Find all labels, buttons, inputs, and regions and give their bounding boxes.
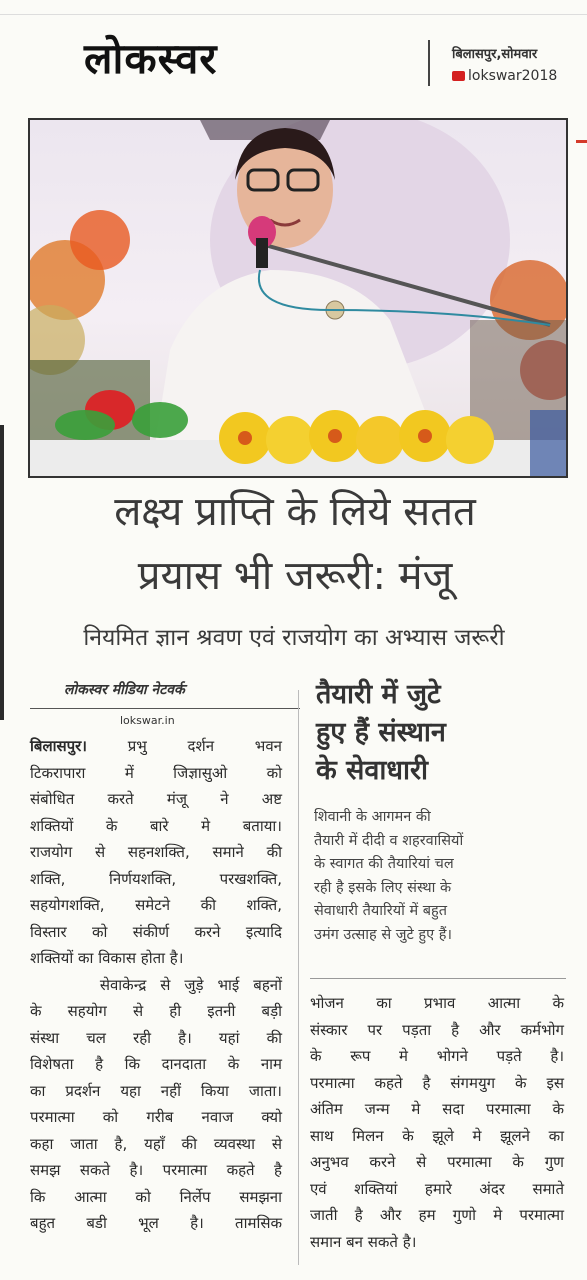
box-body (314, 806, 566, 947)
article-line: सेवाकेन्द्र से जुड़े भाई बहनों (30, 975, 282, 994)
article-line: कि आत्मा को निर्लेप समझना (30, 1187, 282, 1206)
box-line: सेवाधारी तैयारियों में बहुत (314, 903, 448, 919)
box-headline-line-2: हुए हैं संस्थान (316, 717, 446, 748)
article-line: का प्रदर्शन यहा नहीं किया जाता। (30, 1081, 282, 1100)
masthead-city-day: बिलासपुर,सोमवार (452, 47, 538, 62)
article-line: परमात्मा कहते है संगमयुग के इस (310, 1073, 564, 1092)
masthead-divider (428, 40, 430, 86)
box-rule (310, 978, 566, 979)
article-line: समान बन सकते है। (310, 1232, 417, 1251)
box-line: शिवानी के आगमन की (314, 809, 431, 825)
article-line: के सहयोग से ही इतनी बड़ी (30, 1002, 282, 1020)
headline-line-2: प्रयास भी जरूरी: मंजू (137, 553, 453, 599)
article-line: टिकरापारा में जिज्ञासुओ को (30, 763, 282, 782)
article-line: भोजन का प्रभाव आत्मा के (310, 994, 564, 1012)
box-line: तैयारी में दीदी व शहरवासियों (314, 832, 464, 849)
article-column-2 (310, 990, 564, 1255)
red-marker (576, 140, 587, 143)
column-rule (298, 690, 299, 1265)
article-line: संबोधित करते मंजू ने अष्ट (30, 790, 282, 808)
speaker-photo-illustration (30, 120, 566, 476)
subheadline: नियमित ज्ञान श्रवण एवं राजयोग का अभ्यास जरूरी (83, 625, 505, 651)
article-line: सहयोगशक्ति, समेटने की शक्ति, (30, 896, 282, 914)
website: lokswar.in (120, 714, 175, 727)
box-headline-line-3: के सेवाधारी (316, 755, 429, 786)
masthead-handle-text: lokswar2018 (468, 68, 558, 84)
article-line: संस्कार पर पड़ता है और कर्मभोग (310, 1020, 564, 1039)
dateline: बिलासपुर। (30, 737, 87, 755)
masthead-logo: लोकस्वर (84, 34, 218, 83)
article-line: समझ सकते है। परमात्मा कहते है (30, 1161, 282, 1179)
article-line: के रूप मे भोगने पड़ते है। (310, 1047, 564, 1065)
article-line: शक्तियों का विकास होता है। (30, 949, 184, 967)
article-line: बहुत बडी भूल है। तामसिक (30, 1214, 282, 1232)
byline: लोकस्वर मीडिया नेटवर्क (64, 682, 185, 698)
youtube-icon (452, 71, 465, 81)
headline-line-1: लक्ष्य प्राप्ति के लिये सतत (114, 489, 476, 535)
box-headline-line-1: तैयारी में जुटे (316, 679, 441, 710)
article-column-1 (30, 733, 282, 1237)
article-line: साथ मिलन के झूले मे झूलने का (310, 1126, 564, 1145)
box-line: उमंग उत्साह से जुटे हुए हैं। (314, 926, 452, 943)
article-line: अंतिम जन्म मे सदा परमात्मा के (310, 1100, 564, 1118)
article-line: बिलासपुर। प्रभु दर्शन भवन (30, 737, 282, 755)
article-line: अनुभव करने से परमात्मा के गुण (310, 1153, 564, 1171)
box-line: रही है इसके लिए संस्था के (314, 879, 452, 896)
box-line: के स्वागत की तैयारियां चल (314, 856, 454, 872)
speaker-photo (28, 118, 568, 478)
article-line: परमात्मा को गरीब नवाज क्यो (30, 1108, 282, 1126)
article-line: कहा जाता है, यहाँ की व्यवस्था से (30, 1134, 282, 1153)
masthead-handle (452, 68, 557, 84)
article-line: विस्तार को संकीर्ण करने इत्यादि (30, 922, 282, 941)
byline-rule (30, 708, 300, 709)
box-headline (316, 676, 566, 790)
top-rule (0, 14, 587, 15)
article-line: जाती है और हम गुणो मे परमात्मा (310, 1206, 564, 1224)
adjacent-page-edge (0, 425, 4, 720)
article-line: शक्तियों के बारे मे बताया। (30, 816, 282, 835)
article-line: राजयोग से सहनशक्ति, समाने की (30, 843, 282, 861)
article-line: विशेषता है कि दानदाता के नाम (30, 1055, 282, 1073)
article-line: संस्था चल रही है। यहां की (30, 1028, 282, 1047)
article-line: शक्ति, निर्णयशक्ति, परखशक्ति, (30, 869, 282, 888)
article-line: एवं शक्तियां हमारे अंदर समाते (310, 1179, 564, 1198)
